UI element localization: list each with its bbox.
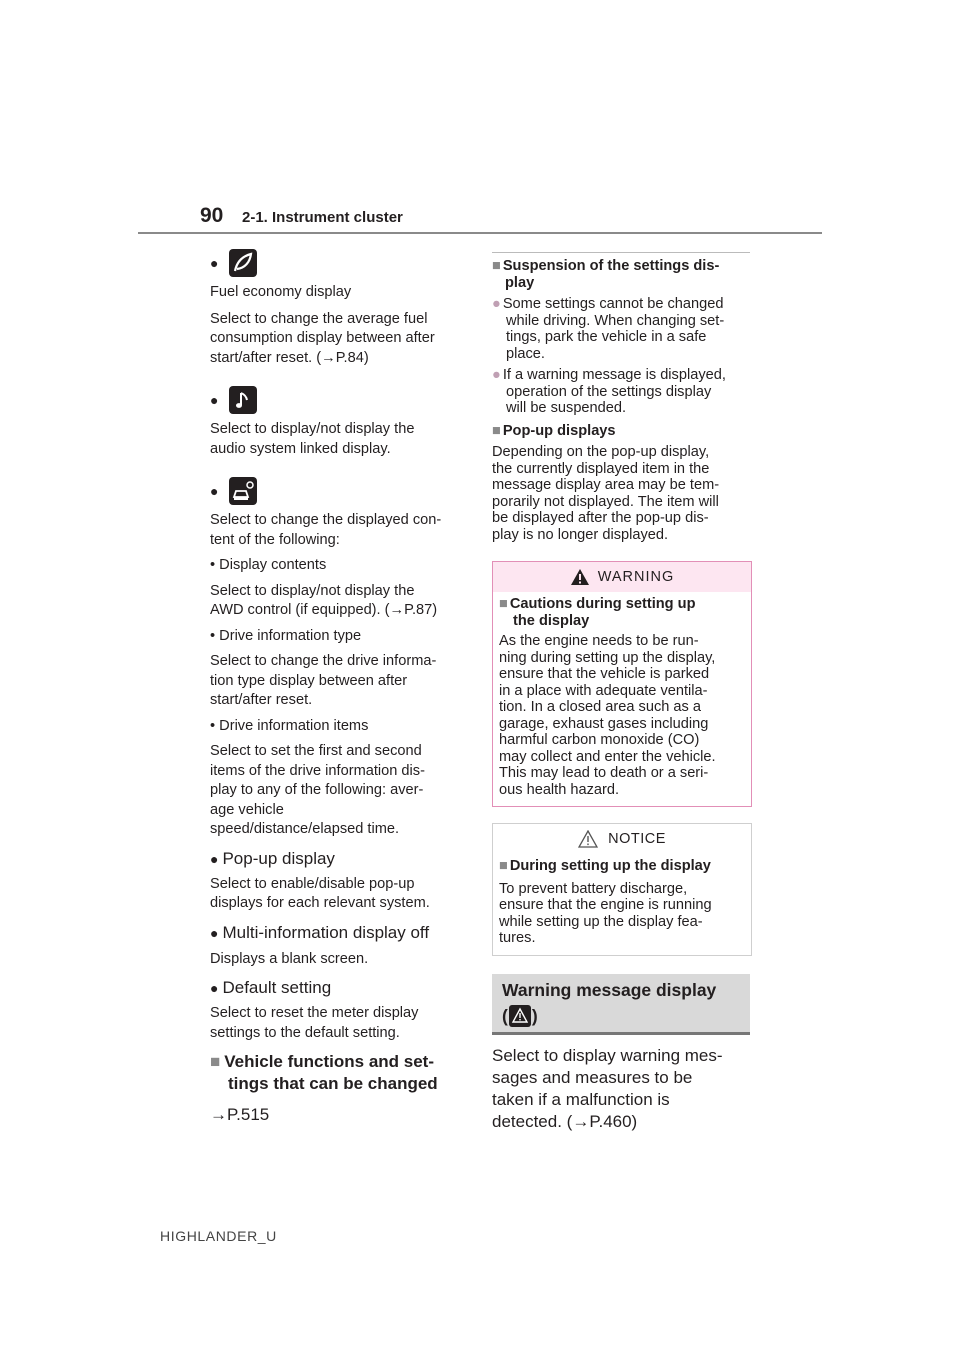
suspension-section: [492, 252, 750, 291]
square-bullet: ■: [492, 258, 501, 274]
notice-text-line: tures.: [499, 930, 536, 946]
fuel-economy-item: [210, 245, 465, 281]
warning-text-line: ous health hazard.: [499, 781, 620, 798]
warning-title: the display: [513, 612, 590, 629]
page-number: 90: [200, 204, 224, 227]
vehicle-text-line: Select to change the displayed con-: [210, 512, 442, 528]
popup-displays-line: be displayed after the pop-up dis-: [492, 510, 709, 526]
square-bullet: ■: [499, 858, 508, 874]
popup-displays-heading: [492, 423, 750, 440]
bullet-dot: ●: [210, 850, 219, 867]
popup-display-heading: [210, 848, 465, 870]
suspension-item-text: place.: [506, 345, 545, 362]
vehicle-settings-icon: [222, 477, 264, 505]
bullet-dot: ●: [210, 924, 219, 941]
header-rule: [138, 232, 822, 234]
square-bullet: ■: [499, 596, 508, 612]
bullet-dot: ●: [210, 392, 219, 408]
vehicle-functions-title: Vehicle functions and set-: [224, 1052, 434, 1071]
warning-triangle-icon: [570, 568, 590, 586]
section-text-line: detected. (→P.460): [492, 1111, 638, 1131]
vehicle-text-line: tent of the following:: [210, 531, 340, 548]
warning-header: [493, 562, 751, 592]
notice-title: During setting up the display: [509, 858, 711, 874]
section-title: Warning message display: [502, 979, 717, 1000]
sub-item-text: speed/distance/elapsed time.: [210, 821, 400, 837]
sub-item-text: Select to set the first and second: [210, 743, 422, 759]
warning-body: [493, 592, 751, 806]
square-bullet: ■: [210, 1052, 221, 1071]
fuel-text-line: consumption display between after: [210, 330, 435, 346]
popup-display-title: Pop-up display: [222, 848, 335, 868]
sub-item-text: items of the drive information dis-: [210, 762, 425, 779]
bullet-dot: ●: [492, 296, 501, 312]
footer-model-code: HIGHLANDER_U: [160, 1228, 277, 1244]
section-text-line: taken if a malfunction is: [492, 1089, 670, 1109]
right-column: [492, 252, 750, 1133]
popup-displays-text: [492, 444, 750, 543]
bullet-dot: ●: [210, 255, 219, 271]
sub-item-text: start/after reset.: [210, 692, 313, 708]
warning-text-line: This may lead to death or a seri-: [499, 765, 709, 781]
fuel-text-line: start/after reset. (→P.84): [210, 349, 369, 366]
bullet-dot: ●: [210, 483, 219, 499]
notice-text-line: To prevent battery discharge,: [499, 880, 688, 897]
vehicle-functions-heading: [210, 1051, 465, 1095]
section-text-line: sages and measures to be: [492, 1067, 693, 1087]
warning-label: WARNING: [597, 569, 675, 585]
suspension-title: play: [505, 274, 535, 291]
music-note-icon: [222, 386, 264, 414]
section-paren: ): [531, 1005, 538, 1026]
vehicle-functions-title: tings that can be changed: [228, 1074, 438, 1093]
notice-label: NOTICE: [608, 831, 666, 847]
audio-text-line: Select to display/not display the: [210, 421, 415, 437]
default-setting-heading: [210, 977, 465, 999]
section-text-line: Select to display warning mes-: [492, 1045, 723, 1065]
suspension-item: [492, 296, 750, 362]
default-text-line: settings to the default setting.: [210, 1024, 400, 1041]
notice-header: [493, 824, 751, 854]
notice-body: [493, 854, 751, 955]
multi-info-off-title: Multi-information display off: [222, 922, 430, 942]
warning-title: Cautions during setting up: [509, 596, 696, 612]
section-paren: (: [502, 1005, 508, 1026]
audio-text-line: audio system linked display.: [210, 440, 391, 457]
sub-item-text: tion type display between after: [210, 672, 408, 689]
sub-item-text: Select to display/not display the: [210, 582, 415, 599]
multi-info-off-text: Displays a blank screen.: [210, 950, 369, 967]
popup-displays-line: porarily not displayed. The item will: [492, 493, 719, 510]
notice-triangle-icon: [578, 830, 598, 848]
sub-item-label: • Drive information items: [210, 717, 369, 734]
popup-displays-line: Depending on the pop-up display,: [492, 444, 710, 460]
warning-box: [492, 561, 752, 807]
sub-item-text: Select to change the drive informa-: [210, 653, 437, 669]
popup-displays-title: Pop-up displays: [502, 422, 616, 439]
section-text: [492, 1045, 750, 1133]
audio-item: [210, 382, 465, 418]
popup-displays-line: the currently displayed item in the: [492, 460, 710, 477]
notice-text-line: ensure that the engine is running: [499, 897, 712, 913]
notice-box: [492, 823, 752, 956]
fuel-text-line: Select to change the average fuel: [210, 310, 428, 327]
default-text-line: Select to reset the meter display: [210, 1005, 419, 1021]
warning-text-line: in a place with adequate ventila-: [499, 682, 708, 699]
default-setting-title: Default setting: [222, 978, 332, 997]
popup-text-line: displays for each relevant system.: [210, 895, 430, 911]
suspension-item-text: If a warning message is displayed,: [502, 367, 726, 383]
warning-text-line: As the engine needs to be run-: [499, 633, 699, 649]
fuel-economy-label: Fuel economy display: [210, 284, 352, 300]
vehicle-settings-item: [210, 473, 465, 509]
square-bullet: ■: [492, 422, 501, 439]
suspension-title: Suspension of the settings dis-: [502, 258, 720, 274]
suspension-item-text: will be suspended.: [506, 400, 627, 416]
warning-text-line: tion. In a closed area such as a: [499, 699, 702, 715]
bullet-dot: ●: [210, 980, 219, 996]
notice-text-line: while setting up the display fea-: [499, 913, 703, 930]
multi-info-off-heading: [210, 922, 465, 944]
suspension-item-text: operation of the settings display: [506, 383, 712, 400]
warning-message-icon: [509, 1005, 531, 1027]
suspension-item-text: Some settings cannot be changed: [502, 296, 724, 312]
popup-text-line: Select to enable/disable pop-up: [210, 875, 415, 892]
chapter-title: 2-1. Instrument cluster: [242, 209, 403, 226]
warning-text-line: ensure that the vehicle is parked: [499, 666, 710, 682]
left-column: [210, 245, 465, 1126]
popup-displays-line: play is no longer displayed.: [492, 526, 669, 543]
suspension-item: [492, 367, 750, 417]
suspension-item-text: tings, park the vehicle in a safe: [506, 329, 707, 345]
suspension-item-text: while driving. When changing set-: [506, 312, 725, 329]
sub-item-label: • Drive information type: [210, 627, 362, 644]
sub-item-label: • Display contents: [210, 557, 327, 573]
fuel-economy-icon: [222, 249, 264, 277]
warning-text-line: garage, exhaust gases including: [499, 715, 709, 732]
sub-item-text: AWD control (if equipped). (→P.87): [210, 602, 438, 618]
sub-item-text: play to any of the following: aver-: [210, 782, 424, 798]
section-heading-box: [492, 974, 750, 1035]
popup-displays-line: message display area may be tem-: [492, 477, 720, 493]
warning-text-line: ning during setting up the display,: [499, 649, 716, 666]
sub-item-text: age vehicle: [210, 801, 284, 818]
bullet-dot: ●: [492, 367, 501, 383]
vehicle-functions-ref: →P.515: [210, 1105, 270, 1124]
warning-text-line: harmful carbon monoxide (CO): [499, 732, 700, 748]
warning-text-line: may collect and enter the vehicle.: [499, 748, 716, 765]
